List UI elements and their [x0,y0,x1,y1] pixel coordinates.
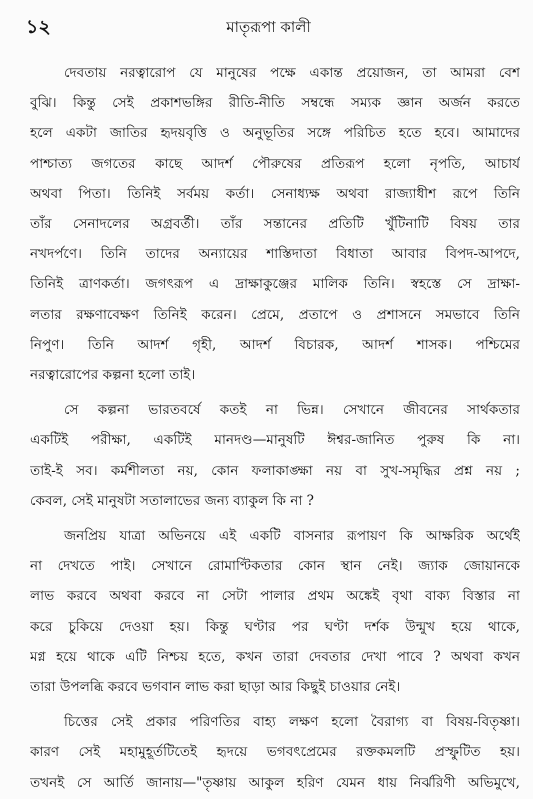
text-line: নিপুণ। তিনি আদর্শ গৃহী, আদর্শ বিচারক, আদর্শ শাসক। পশ্চিমের [30,336,520,353]
text-line: দেবতায় নরত্বারোপ যে মানুষের পক্ষে একান্ত প্রয়োজন, তা আমরা বেশ [64,65,520,81]
text-line: পাশ্চাত্য জগতের কাছে আদর্শ পৌরুষের প্রতিরূপ হলো নৃপতি, আচার্য [30,155,520,172]
text-line: সে কল্পনা ভারতবর্ষে কতই না ভিন্ন। সেখানে জীবনের সার্থকতার [64,402,520,419]
paragraph [30,58,520,390]
text-line: মগ্ন হয়ে থাকে এটি নিশ্চয় হতে, কখন তারা দেবতার দেখা পাবে ? অথবা কখন [30,648,520,665]
text-line: তখনই সে আর্তি জানায়—"তৃষ্ণায় আকুল হরিণ যেমন ধায় নির্ঝরিণী অভিমুখে, [30,774,520,791]
text-line: অথবা পিতা। তিনিই সর্বময় কর্তা। সেনাধ্যক্ষ অথবা রাজ্যাধীশ রূপে তিনি [30,185,520,202]
page-header [26,14,511,40]
paragraph [30,707,520,798]
text-line: তিনিই ত্রাণকর্তা। জগৎরূপ এ দ্রাক্ষাকুঞ্জের মালিক তিনি। স্বহস্তে সে দ্রাক্ষা- [30,276,520,293]
text-line: করে চুকিয়ে দেওয়া হয়। কিন্তু ঘণ্টার পর ঘণ্টা দর্শক উন্মুখ হয়ে থাকে, [30,618,520,635]
text-line: তাই-ই সব। কর্মশীলতা নয়, কোন ফলাকাঙ্ক্ষা নয় বা সুখ-সমৃদ্ধির প্রশ্ন নয় ; [30,462,520,479]
text-line: কারণ সেই মহামুহূর্তটিতেই হৃদয়ে ভগবৎপ্রেমের রক্তকমলটি প্রস্ফুটিত হয়। [30,744,520,761]
text-line: জনপ্রিয় যাত্রা অভিনয়ে এই একটি বাসনার রূপায়ণ কি আক্ষরিক অর্থেই [64,528,520,545]
text-line: লাভ করবে অথবা করবে না সেটা পালার প্রথম অঙ্কেই বৃথা বাক্য বিস্তার না [30,588,520,605]
text-line: একটিই পরীক্ষা, একটিই মানদণ্ড—মানুষটি ঈশ্বর-জানিত পুরুষ কি না। [30,432,520,449]
text-line: হলে একটা জাতির হৃদয়বৃত্তি ও অনুভূতির সঙ্গে পরিচিত হতে হবে। আমাদের [30,125,520,142]
text-line: কেবল, সেই মানুষটা সতালাভের জন্য ব্যাকুল কি না ? [30,492,314,509]
page-number: ১২ [26,16,51,38]
text-line: বুঝি। কিন্তু সেই প্রকাশভঙ্গির রীতি-নীতি সম্বন্ধে সম্যক জ্ঞান অর্জন করতে [30,95,520,112]
text-line: লতার রক্ষণাবেক্ষণ তিনিই করেন। প্রেমে, প্রতাপে ও প্রশাসনে সমভাবে তিনি [30,306,520,323]
body-text [30,58,520,798]
text-line: নরত্বারোপের কল্পনা হলো তাই। [30,367,196,384]
paragraph [30,521,520,702]
text-line: না দেখতে পাই। সেখানে রোমাণ্টিকতার কোন স্থান নেই। জ্যাক জোয়ানকে [30,558,520,575]
paragraph [30,395,520,516]
text-line: তাঁর সেনাদলের অগ্রবর্তী। তাঁর সন্তানের প্রতিটি খুঁটিনাটি বিষয় তার [30,216,520,233]
text-line: চিত্তের সেই প্রকার পরিণতির বাহ্য লক্ষণ হলো বৈরাগ্য বা বিষয়-বিতৃষ্ণা। [64,714,520,731]
text-line: নখদর্পণে। তিনি তাদের অন্যায়ের শাস্তিদাতা বিধাতা আবার বিপদ-আপদে, [30,246,520,263]
running-title: মাতৃরূপা কালী [226,18,311,36]
text-line: তারা উপলব্ধি করবে ভগবান লাভ করা ছাড়া আর কিছুই চাওয়ার নেই। [30,679,401,696]
